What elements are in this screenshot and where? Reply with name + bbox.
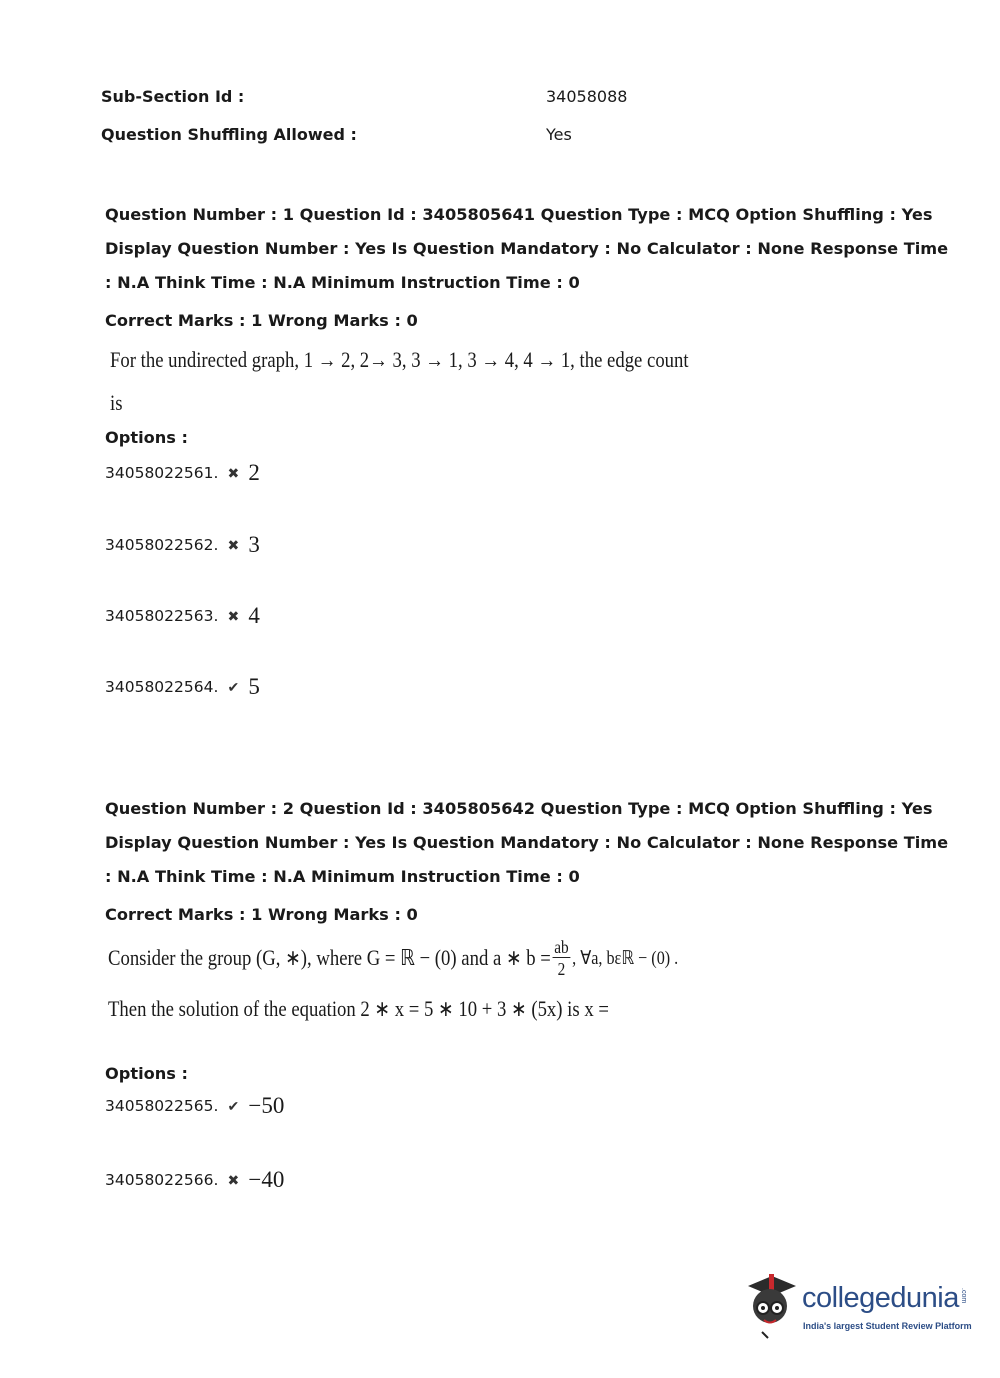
question-text: Then the solution of the equation 2 ∗ x = 5 ∗ 10 + 3 ∗ (5x) is x = — [108, 996, 609, 1021]
question-text — [108, 938, 678, 978]
option-item — [105, 603, 260, 629]
logo-tagline: India's largest Student Review Platform — [803, 1321, 972, 1331]
option-id: 34058022562. — [105, 536, 219, 554]
shuffle-label: Question Shuffling Allowed : — [101, 125, 357, 144]
option-item — [105, 532, 260, 558]
question-meta-line: : N.A Think Time : N.A Minimum Instruction Time : 0 — [105, 273, 580, 292]
question-meta-line: Display Question Number : Yes Is Question Mandatory : No Calculator : None Response Time — [105, 833, 949, 852]
marks-line: Correct Marks : 1 Wrong Marks : 0 — [105, 311, 418, 330]
option-id: 34058022561. — [105, 464, 219, 482]
logo-name: collegedunia — [802, 1282, 959, 1314]
question-text: For the undirected graph, 1 → 2, 2→ 3, 3 → 1, 3 → 4, 4 → 1, the edge count — [110, 347, 689, 372]
option-value: 3 — [248, 532, 260, 557]
cross-icon: ✖ — [227, 1171, 240, 1188]
options-label: Options : — [105, 1064, 189, 1083]
question-text-part: , ∀a, bεℝ − (0) . — [572, 947, 679, 969]
option-value: 2 — [248, 460, 260, 485]
question-meta-line: : N.A Think Time : N.A Minimum Instruction Time : 0 — [105, 867, 580, 886]
question-meta-line: Question Number : 2 Question Id : 3405805642 Question Type : MCQ Option Shuffling : Yes — [105, 799, 933, 818]
shuffle-value: Yes — [546, 125, 572, 144]
fraction-denominator: 2 — [557, 959, 566, 979]
option-id: 34058022566. — [105, 1171, 219, 1189]
option-item — [105, 674, 260, 700]
cross-icon: ✖ — [227, 536, 240, 553]
question-text: is — [110, 390, 123, 415]
option-id: 34058022565. — [105, 1097, 219, 1115]
cross-icon: ✖ — [227, 464, 240, 481]
check-icon: ✔ — [227, 1097, 240, 1114]
option-value: −50 — [248, 1093, 285, 1118]
option-id: 34058022563. — [105, 607, 219, 625]
subsection-value: 34058088 — [546, 87, 628, 106]
subsection-label: Sub-Section Id : — [101, 87, 245, 106]
option-item — [105, 460, 260, 486]
option-value: 4 — [248, 603, 260, 628]
option-item — [105, 1167, 284, 1193]
options-label: Options : — [105, 428, 189, 447]
question-meta-line: Display Question Number : Yes Is Question Mandatory : No Calculator : None Response Time — [105, 239, 949, 258]
fraction-numerator: ab — [554, 937, 569, 957]
cross-icon: ✖ — [227, 607, 240, 624]
option-value: −40 — [248, 1167, 285, 1192]
check-icon: ✔ — [227, 678, 240, 695]
logo-suffix: .com — [959, 1288, 967, 1304]
option-value: 5 — [248, 674, 260, 699]
mascot-icon — [742, 1272, 800, 1340]
option-item — [105, 1093, 284, 1119]
option-id: 34058022564. — [105, 678, 219, 696]
question-text-part: Consider the group (G, ∗), where G = ℝ − (0) and a ∗ b = — [108, 945, 551, 970]
marks-line: Correct Marks : 1 Wrong Marks : 0 — [105, 905, 418, 924]
collegedunia-logo — [742, 1272, 972, 1342]
fraction — [553, 938, 571, 978]
question-meta-line: Question Number : 1 Question Id : 3405805641 Question Type : MCQ Option Shuffling : Yes — [105, 205, 933, 224]
